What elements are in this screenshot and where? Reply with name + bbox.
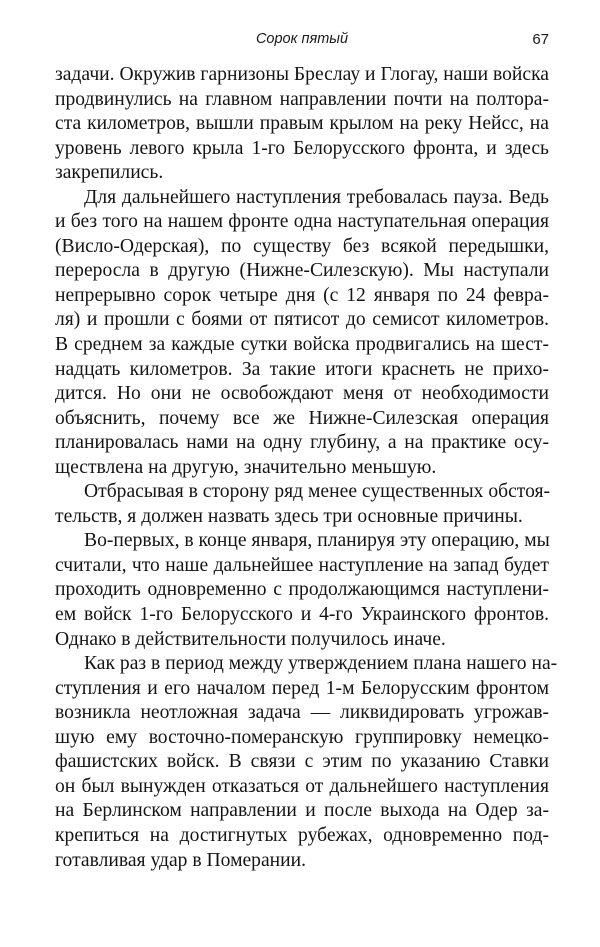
text-line: продвинулись на главном направлении почти на полтора- (55, 88, 549, 110)
text-line: и без того на нашем фронте одна наступательная операция (55, 211, 549, 233)
text-line: фашистских войск. В связи с этим по указанию Ставки (55, 751, 549, 773)
text-line: Во-первых, в конце января, планируя эту операцию, мы (84, 530, 550, 552)
paragraph (55, 186, 549, 481)
text-line: ем войск 1-го Белорусского и 4-го Украинского фронтов. (55, 604, 549, 626)
paragraph (55, 480, 549, 529)
text-line: объяснить, почему все же Нижне-Силезская операция (55, 407, 549, 429)
text-line: надцать километров. За такие итоги краснеть не прихо- (55, 358, 549, 380)
text-line: переросла в другую (Нижне-Силезскую). Мы наступали (55, 260, 549, 282)
text-line: закрепились. (55, 162, 164, 184)
text-line: Однако в действительности получилось иначе. (55, 628, 446, 650)
text-line: Для дальнейшего наступления требовалась пауза. Ведь (84, 186, 549, 208)
running-head (55, 31, 549, 51)
text-line: Как раз в период между утверждением плана нашего на- (84, 653, 558, 675)
paragraph (55, 652, 558, 873)
text-line: тельств, я должен назвать здесь три основные причины. (55, 505, 523, 527)
paragraph (55, 529, 549, 652)
text-line: на Берлинском направлении и после выхода на Одер за- (55, 800, 549, 822)
text-line: непрерывно сорок четыре дня (с 12 января по 24 февра- (55, 284, 549, 306)
running-title: Сорок пятый (255, 31, 349, 47)
paragraph (55, 63, 549, 186)
text-line: готавливая удар в Померании. (55, 849, 307, 871)
text-line: планировалась нами на одну глубину, а на практике осу- (55, 432, 549, 454)
page-number: 67 (532, 31, 549, 48)
text-line: задачи. Окружив гарнизоны Бреслау и Глогау, наши войска (55, 64, 549, 85)
text-line: В среднем за каждые сутки войска продвигались на шест- (55, 334, 549, 356)
text-line: ля) и прошли с боями от пятисот до семисот километров. (55, 309, 549, 331)
text-line: дится. Но они не освобождают меня от необходимости (55, 383, 549, 405)
text-line: проходить одновременно с продолжающимся наступлени- (55, 579, 549, 601)
text-line: Отбрасывая в сторону ряд менее существенных обстоя- (84, 481, 551, 503)
text-line: шую ему восточно-померанскую группировку немецко- (55, 726, 549, 748)
text-line: крепиться на достигнутых рубежах, одновременно под- (55, 824, 549, 846)
text-line: уровень левого крыла 1-го Белорусского фронта, и здесь (55, 137, 549, 159)
text-line: ществлена на другую, значительно меньшую. (55, 456, 437, 478)
text-line: (Висло-Одерская), по существу без всякой передышки, (55, 235, 549, 257)
text-line: возникла неотложная задача — ликвидировать угрожав- (55, 702, 549, 724)
body-text (55, 63, 558, 873)
text-line: он был вынужден отказаться от дальнейшего наступления (55, 775, 549, 797)
text-line: ступления и его началом перед 1-м Белорусским фронтом (55, 677, 549, 699)
text-line: ста километров, вышли правым крылом на реку Нейсс, на (55, 113, 549, 135)
text-line: считали, что наше дальнейшее наступление на запад будет (55, 554, 549, 576)
